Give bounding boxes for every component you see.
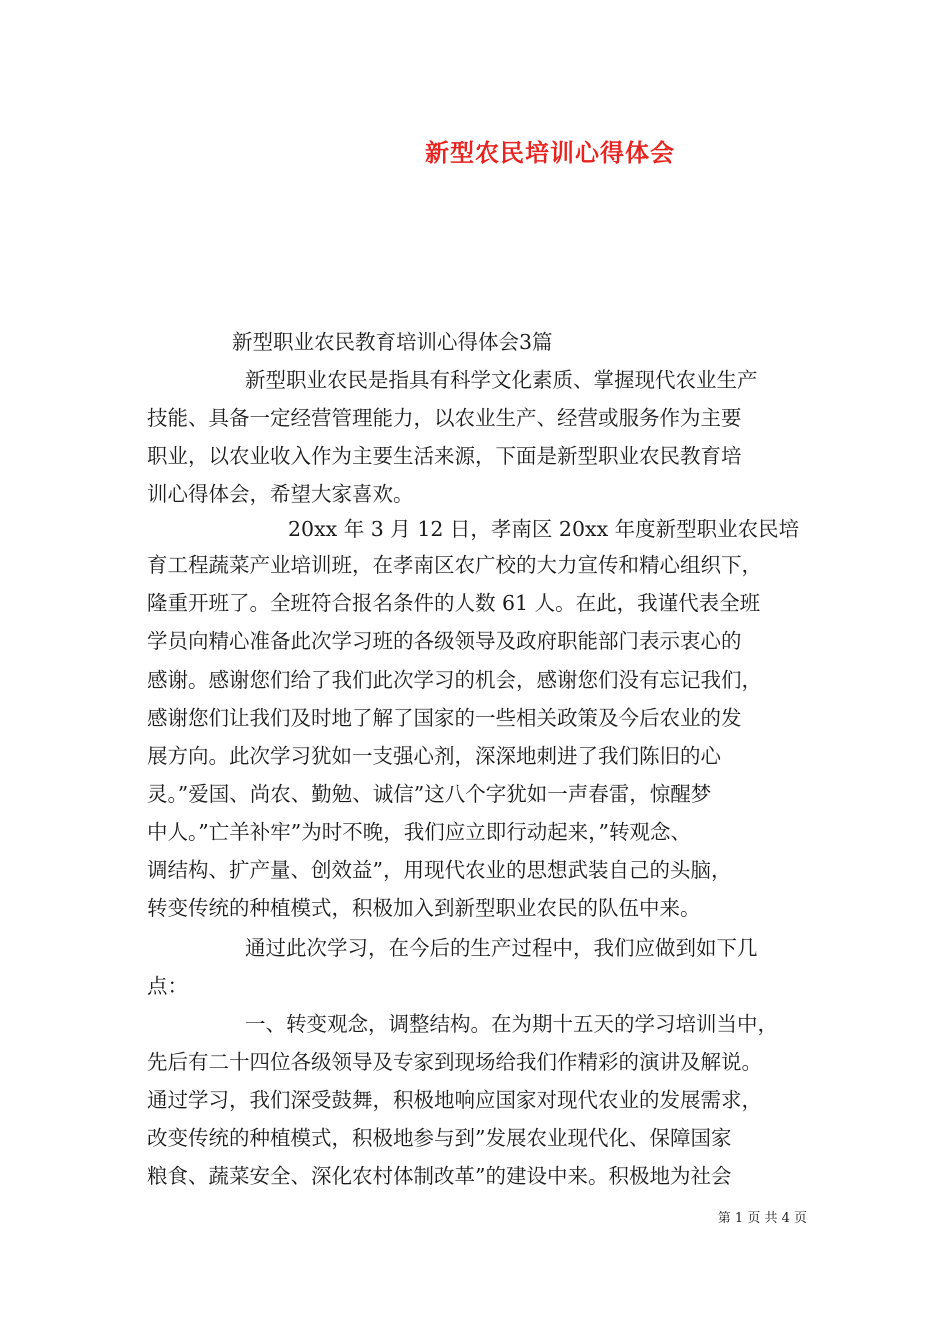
paragraph-line: 通过此次学习，在今后的生产过程中，我们应做到如下几 [245, 936, 758, 960]
paragraph-line: 点： [147, 974, 188, 998]
paragraph-line: 育工程蔬菜产业培训班，在孝南区农广校的大力宣传和精心组织下， [147, 553, 762, 577]
paragraph-line: 一、转变观念，调整结构。在为期十五天的学习培训当中， [245, 1012, 778, 1036]
document-subtitle: 新型职业农民教育培训心得体会3篇 [232, 330, 553, 354]
paragraph-line: 先后有二十四位各级领导及专家到现场给我们作精彩的演讲及解说。 [147, 1050, 762, 1074]
paragraph-line: 转变传统的种植模式，积极加入到新型职业农民的队伍中来。 [147, 896, 701, 920]
paragraph-line: 隆重开班了。全班符合报名条件的人数 61 人。在此，我谨代表全班 [147, 591, 761, 615]
paragraph-line: 改变传统的种植模式，积极地参与到”发展农业现代化、保障国家 [147, 1126, 732, 1150]
paragraph-line: 调结构、扩产量、创效益”，用现代农业的思想武装自己的头脑， [147, 858, 732, 882]
paragraph-line: 展方向。此次学习犹如一支强心剂，深深地刺进了我们陈旧的心 [147, 744, 721, 768]
paragraph-line: 感谢您们让我们及时地了解了国家的一些相关政策及今后农业的发 [147, 706, 742, 730]
paragraph-line: 训心得体会，希望大家喜欢。 [147, 482, 414, 506]
paragraph-line: 学员向精心准备此次学习班的各级领导及政府职能部门表示衷心的 [147, 629, 742, 653]
paragraph-line: 技能、具备一定经营管理能力，以农业生产、经营或服务作为主要 [147, 406, 742, 430]
paragraph-line: 感谢。感谢您们给了我们此次学习的机会，感谢您们没有忘记我们， [147, 668, 762, 692]
paragraph-line: 新型职业农民是指具有科学文化素质、掌握现代农业生产 [245, 368, 758, 392]
paragraph-line: 20xx 年 3 月 12 日，孝南区 20xx 年度新型职业农民培 [288, 517, 800, 541]
document-title: 新型农民培训心得体会 [425, 138, 675, 167]
paragraph-line: 中人。”亡羊补牢”为时不晚，我们应立即行动起来，”转观念、 [147, 820, 691, 844]
paragraph-line: 粮食、蔬菜安全、深化农村体制改革”的建设中来。积极地为社会 [147, 1164, 732, 1188]
page-number: 第 1 页 共 4 页 [717, 1211, 807, 1226]
paragraph-line: 职业，以农业收入作为主要生活来源，下面是新型职业农民教育培 [147, 444, 742, 468]
paragraph-line: 灵。”爱国、尚农、勤勉、诚信”这八个字犹如一声春雷，惊醒梦 [147, 782, 712, 806]
paragraph-line: 通过学习，我们深受鼓舞，积极地响应国家对现代农业的发展需求， [147, 1088, 762, 1112]
